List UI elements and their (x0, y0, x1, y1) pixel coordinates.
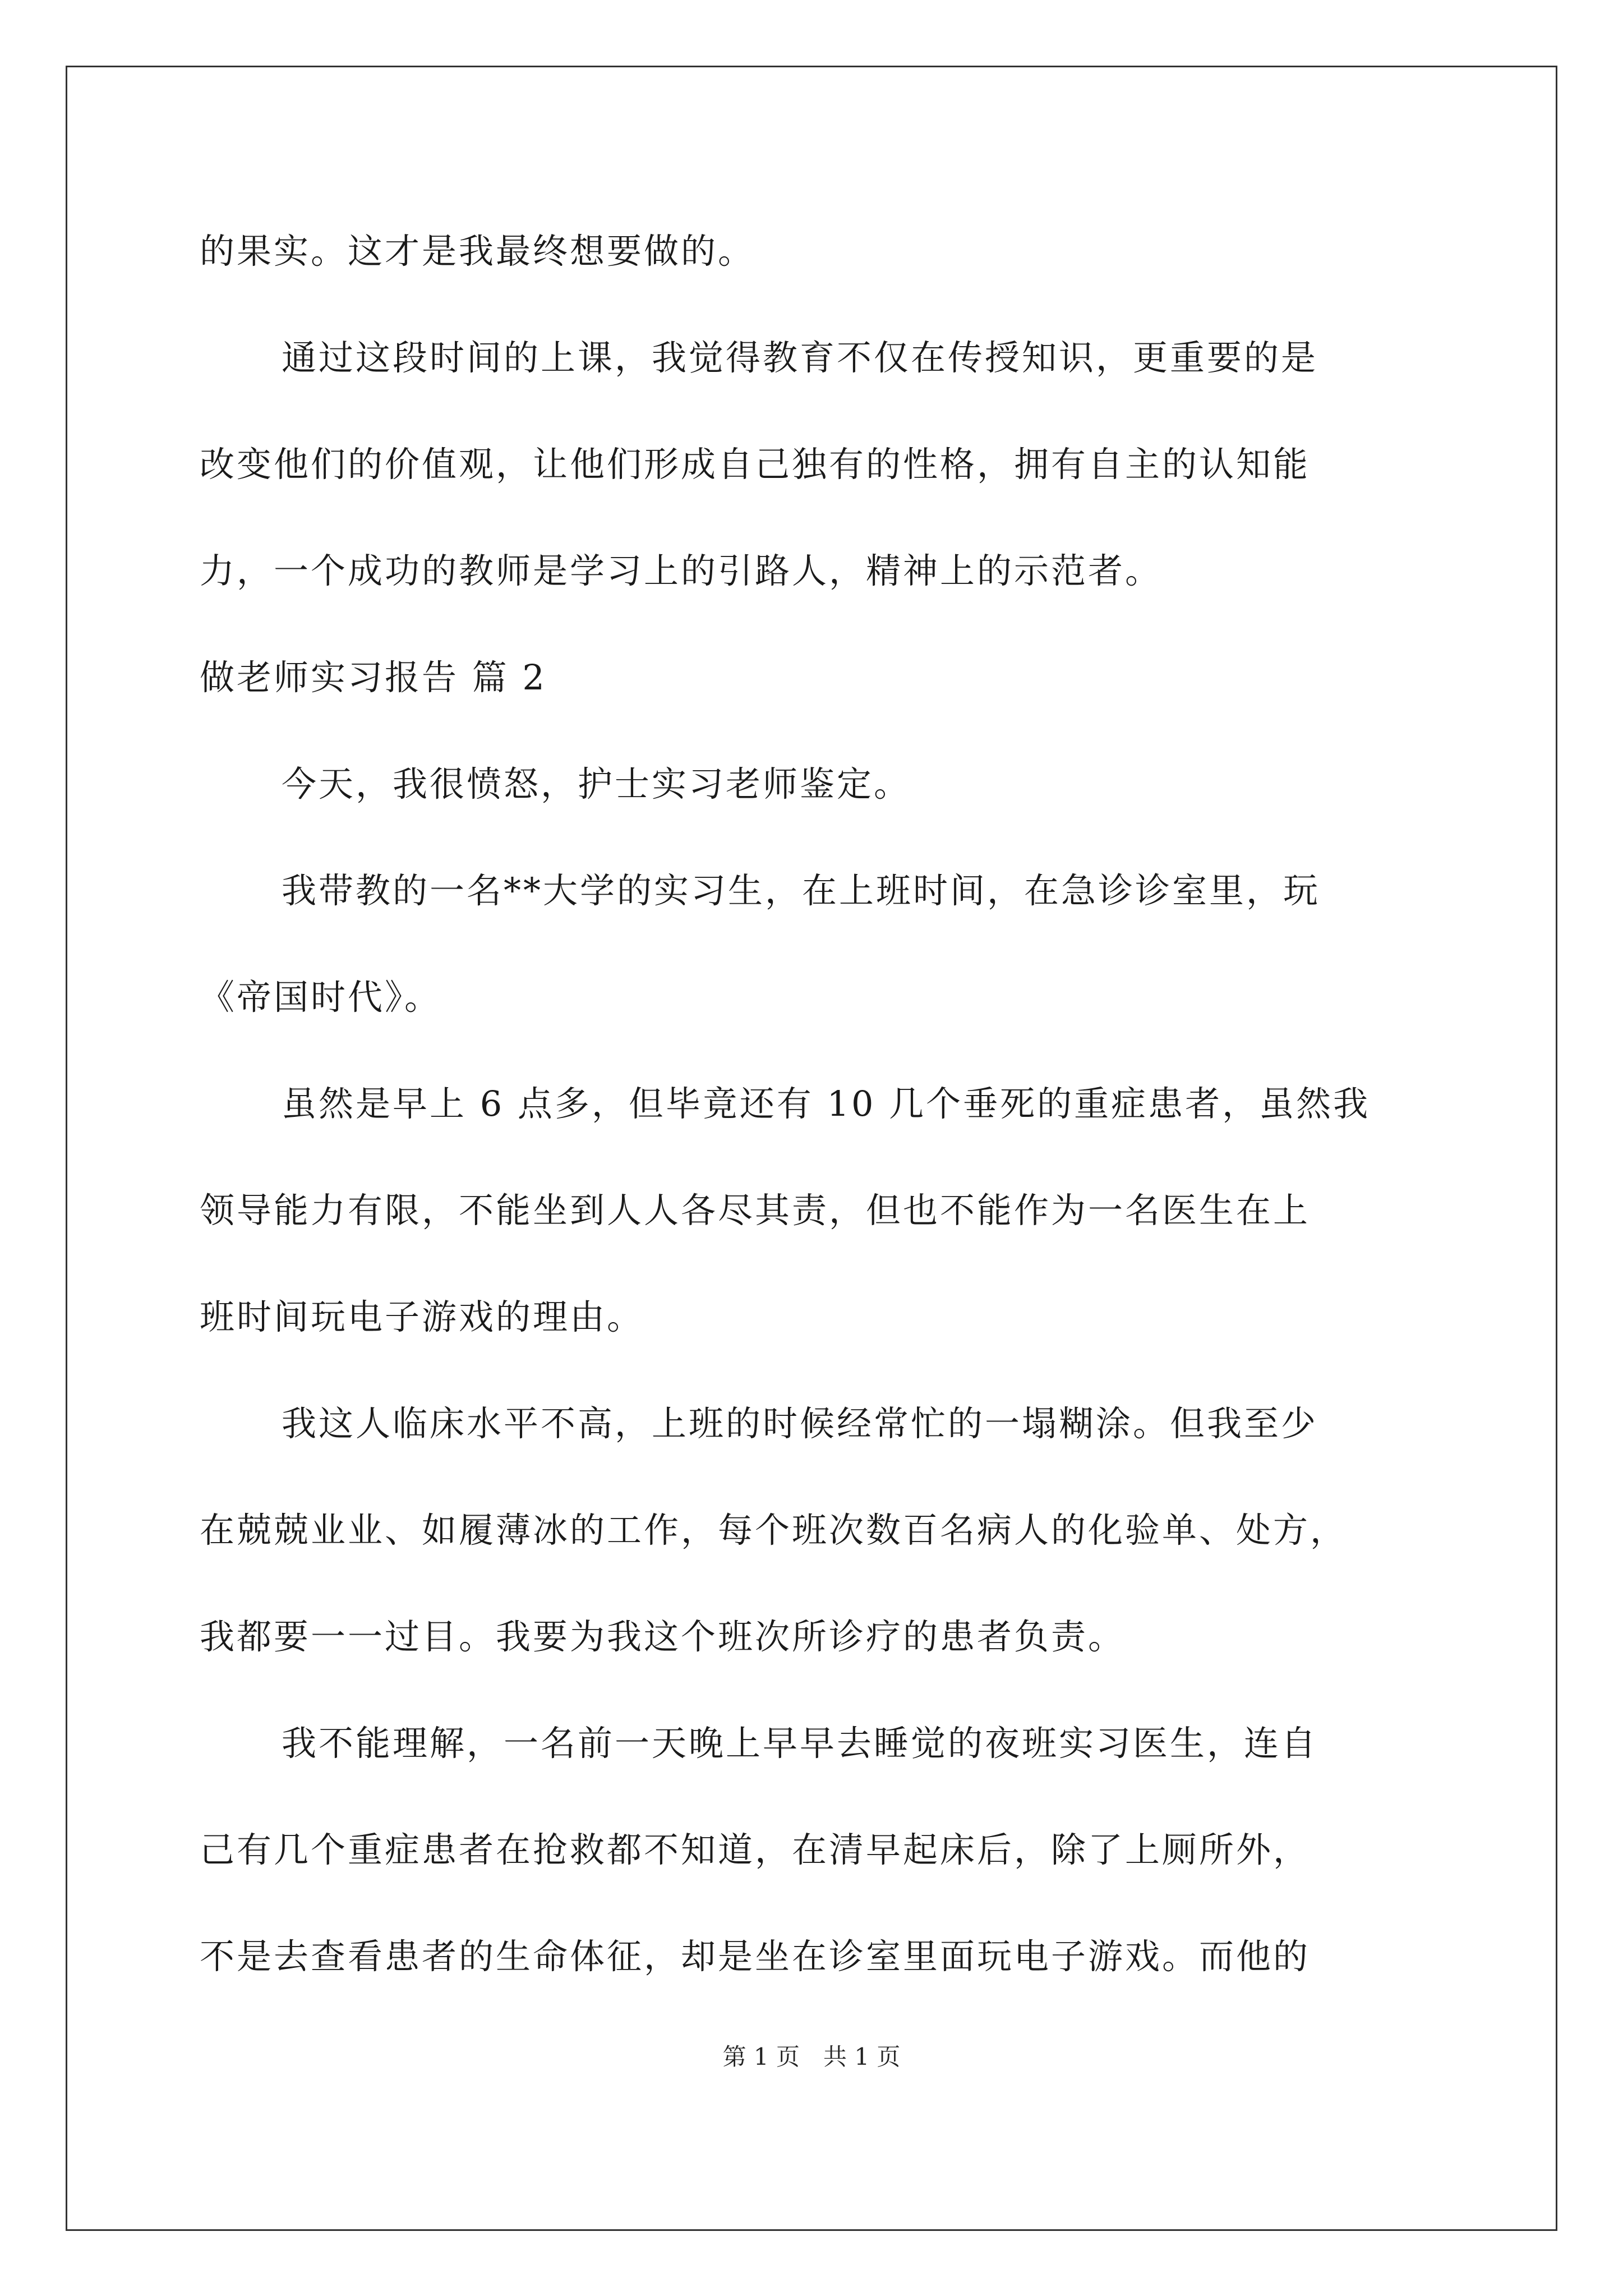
text-line-4: 力，一个成功的教师是学习上的引路人，精神上的示范者。 (200, 550, 1163, 591)
section-heading: 做老师实习报告 篇 2 (200, 657, 547, 698)
text-line-7: 《帝国时代》。 (200, 977, 442, 1018)
text-line-11: 我这人临床水平不高，上班的时候经常忙的一塌糊涂。但我至少 (282, 1403, 1318, 1444)
text-line-6: 我带教的一名**大学的实习生，在上班时间，在急诊诊室里，玩 (282, 870, 1321, 911)
text-line-12: 在兢兢业业、如履薄冰的工作，每个班次数百名病人的化验单、处方， (200, 1510, 1348, 1550)
text-line-2: 通过这段时间的上课，我觉得教育不仅在传授知识，更重要的是 (282, 337, 1318, 378)
text-line-5: 今天，我很愤怒，护士实习老师鉴定。 (282, 763, 911, 804)
text-line-9: 领导能力有限，不能坐到人人各尽其责，但也不能作为一名医生在上 (200, 1190, 1311, 1231)
text-line-14: 我不能理解，一名前一天晚上早早去睡觉的夜班实习医生，连自 (282, 1723, 1318, 1764)
text-line-10: 班时间玩电子游戏的理由。 (200, 1296, 644, 1337)
text-line-13: 我都要一一过目。我要为我这个班次所诊疗的患者负责。 (200, 1616, 1126, 1657)
page-border (66, 66, 1557, 2231)
text-line-1: 的果实。这才是我最终想要做的。 (200, 231, 755, 272)
text-line-15: 己有几个重症患者在抢救都不知道，在清早起床后，除了上厕所外， (200, 1829, 1311, 1870)
text-line-16: 不是去查看患者的生命体征，却是坐在诊室里面玩电子游戏。而他的 (200, 1936, 1311, 1977)
page-footer: 第 1 页 共 1 页 (722, 2043, 901, 2070)
text-line-8: 虽然是早上 6 点多，但毕竟还有 10 几个垂死的重症患者，虽然我 (282, 1083, 1371, 1124)
text-line-3: 改变他们的价值观，让他们形成自己独有的性格，拥有自主的认知能 (200, 444, 1311, 485)
